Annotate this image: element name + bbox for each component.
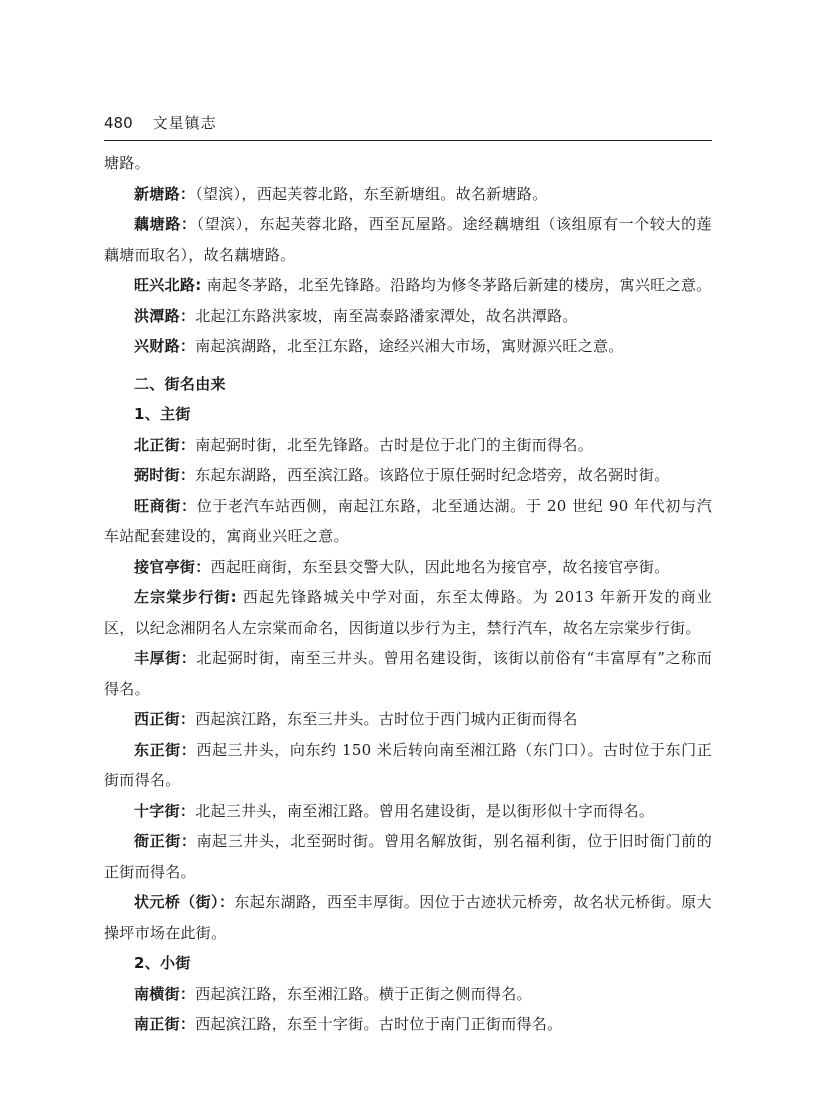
- entry-term: 旺商街：: [134, 496, 197, 515]
- running-header: [104, 112, 712, 141]
- road-entry: [104, 301, 712, 332]
- entry-term: 十字街：: [134, 801, 196, 820]
- entry-text: （望滨），东起芙蓉北路，西至瓦屋路。途经藕塘组（该组原有一个较大的莲藕塘而取名），故名藕塘路。: [104, 215, 712, 264]
- entry-text: 北起弼时街，南至三井头。曾用名建设街，该街以前俗有“丰富厚有”之称而得名。: [104, 649, 712, 698]
- entry-term: 洪潭路：: [134, 306, 196, 325]
- entry-term: 兴财路：: [134, 337, 196, 355]
- entry-text: 西起旺商街，东至县交警大队，因此地名为接官亭，故名接官亭街。: [210, 557, 670, 576]
- entry-term: 北正街：: [134, 435, 196, 454]
- street-entry: [104, 796, 712, 827]
- entry-term: 藕塘路：: [134, 215, 197, 233]
- entry-term: 南横街：: [134, 984, 196, 1003]
- entry-term: 衙正街：: [134, 832, 197, 850]
- street-entry: [104, 826, 712, 887]
- entry-text: （望滨），西起芙蓉北路，东至新塘组。故名新塘路。: [195, 184, 548, 203]
- street-entry: [104, 430, 712, 461]
- entry-term: 南正街：: [134, 1015, 196, 1033]
- entry-text: 东起东湖路，西至滨江路。该路位于原任弼时纪念塔旁，故名弼时街。: [195, 466, 670, 484]
- entry-text: 南起冬茅路，北至先锋路。沿路均为修冬茅路后新建的楼房，寓兴旺之意。: [201, 276, 712, 294]
- section-heading: 二、街名由来: [134, 374, 226, 393]
- page-body: [104, 148, 712, 1040]
- continued-text: 塘路。: [104, 154, 150, 172]
- street-entry: [104, 552, 712, 583]
- entry-term: 东正街：: [134, 740, 197, 759]
- road-entry: [104, 270, 712, 301]
- street-entry: [104, 887, 712, 948]
- book-title: 文星镇志: [152, 114, 217, 132]
- entry-term: 旺兴北路:: [134, 276, 202, 294]
- entry-term: 西正街：: [134, 710, 196, 728]
- street-entry: [104, 704, 712, 735]
- entry-text: 北起三井头，南至湘江路。曾用名建设街，是以街形似十字而得名。: [195, 801, 655, 820]
- street-entry: [104, 735, 712, 796]
- street-entry: [104, 643, 712, 704]
- entry-text: 西起先锋路城关中学对面，东至太傅路。为 2013 年新开发的商业区，以纪念湘阴名人左宗棠而命名，因街道以步行为主，禁行汽车，故名左宗棠步行街。: [104, 588, 712, 637]
- page-number: 480: [104, 114, 133, 132]
- entry-text: 南起三井头，北至弼时街。曾用名解放街，别名福利街，位于旧时衙门前的正街而得名。: [104, 832, 713, 881]
- entry-term: 状元桥（街）：: [134, 893, 235, 911]
- road-entry: [104, 331, 712, 362]
- entry-term: 新塘路：: [134, 184, 196, 203]
- street-entry: [104, 582, 712, 643]
- entry-text: 西起滨江路，东至三井头。古时位于西门城内正街而得名: [195, 710, 578, 728]
- entry-term: 接官亭街：: [134, 557, 211, 576]
- entry-text: 南起弼时街，北至先锋路。古时是位于北门的主街而得名。: [195, 435, 594, 454]
- road-entry: [104, 209, 712, 270]
- street-entry: [104, 460, 712, 491]
- road-entry: [104, 179, 712, 210]
- subsection-heading-small-streets: 2、小街: [134, 954, 191, 972]
- page: [104, 112, 712, 1040]
- street-entry: [104, 979, 712, 1010]
- street-entry: [104, 1009, 712, 1040]
- entry-term: 弼时街：: [134, 466, 196, 484]
- entry-text: 西起滨江路，东至湘江路。横于正街之侧而得名。: [195, 984, 532, 1003]
- entry-text: 西起三井头，向东约 150 米后转向南至湘江路（东门口）。古时位于东门正街而得名。: [104, 740, 712, 789]
- entry-term: 左宗棠步行街:: [134, 588, 237, 606]
- entry-text: 西起滨江路，东至十字街。古时位于南门正街而得名。: [195, 1015, 563, 1033]
- entry-text: 北起江东路洪家坡，南至嵩泰路潘家潭处，故名洪潭路。: [195, 306, 578, 325]
- street-entry: [104, 491, 712, 552]
- entry-text: 南起滨湖路，北至江东路，途经兴湘大市场，寓财源兴旺之意。: [195, 337, 624, 355]
- entry-text: 位于老汽车站西侧，南起江东路，北至通达湖。于 20 世纪 90 年代初与汽车站配套建设的，寓商业兴旺之意。: [104, 496, 712, 545]
- entry-text: 东起东湖路，西至丰厚街。因位于古迹状元桥旁，故名状元桥街。原大操坪市场在此街。: [104, 893, 712, 942]
- entry-term: 丰厚街：: [134, 649, 197, 667]
- subsection-heading-main-streets: 1、主街: [134, 405, 191, 423]
